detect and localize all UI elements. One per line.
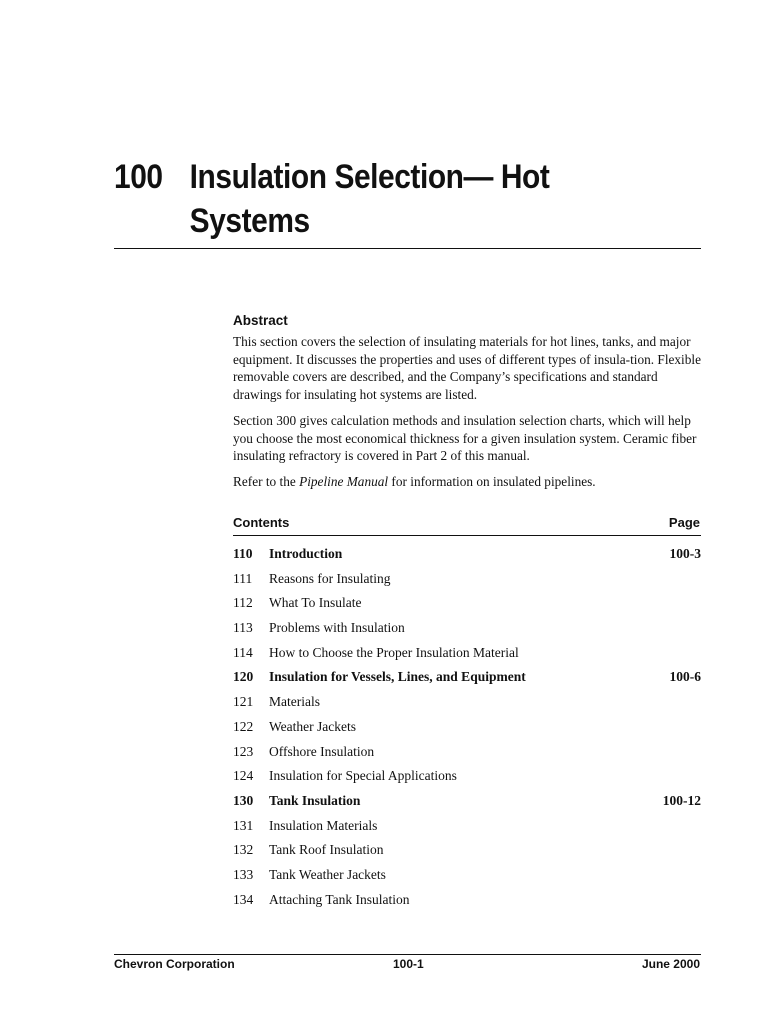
toc-row [233, 569, 701, 594]
page-column-heading: Page [668, 515, 700, 530]
toc-section-title: Offshore Insulation [269, 743, 375, 759]
toc-row [233, 717, 701, 742]
toc-row [233, 593, 701, 618]
toc-section-title: Attaching Tank Insulation [269, 891, 410, 907]
paragraph-3-lead: Refer to the [233, 474, 300, 489]
toc-row [233, 692, 701, 717]
toc-section-title: How to Choose the Proper Insulation Material [269, 644, 519, 660]
footer-rule [114, 954, 701, 955]
section-number: 100 [114, 158, 163, 196]
toc-section-title: Insulation Materials [269, 817, 378, 833]
footer-date: June 2000 [641, 957, 700, 971]
contents-rule [233, 535, 701, 536]
abstract-paragraph-2: Section 300 gives calculation methods and insulation selection charts, which will help you choose the most economical thickness for a given insulation system. Ceramic fiber insulating refractory is covered in Part 2 of this manual. [233, 413, 697, 463]
toc-section-title: Weather Jackets [269, 718, 356, 734]
toc-row [233, 816, 701, 841]
abstract-heading: Abstract [233, 313, 288, 328]
toc-page-number: 100-3 [669, 546, 701, 561]
toc-section-number: 132 [233, 842, 254, 858]
toc-section-title: Reasons for Insulating [269, 570, 391, 586]
toc-page-number: 100-12 [662, 792, 701, 808]
footer-page-number: 100-1 [393, 957, 424, 971]
footer-company: Chevron Corporation [114, 957, 235, 971]
toc-section-title: Tank Roof Insulation [269, 842, 384, 858]
toc-section-title: Tank Weather Jackets [269, 866, 386, 882]
contents-heading: Contents [233, 515, 290, 530]
toc-section-number: 110 [233, 546, 253, 561]
toc-section-number: 134 [233, 891, 254, 907]
toc-section-number: 114 [233, 644, 253, 660]
toc-section-number: 112 [233, 595, 253, 611]
paragraph-3-tail: for information on insulated pipelines. [388, 474, 596, 489]
toc-section-title: Introduction [269, 546, 343, 561]
toc-section-number: 120 [233, 669, 254, 685]
toc-row [233, 742, 701, 767]
toc-section-title: Problems with Insulation [269, 620, 405, 636]
toc-section-number: 123 [233, 743, 254, 759]
abstract-paragraph-3 [233, 473, 703, 491]
toc-page-number: 100-6 [669, 669, 701, 685]
toc-row [233, 840, 701, 865]
toc-row [233, 890, 701, 915]
toc-section-title: Tank Insulation [269, 792, 361, 808]
toc-row [233, 667, 701, 692]
toc-section-number: 122 [233, 718, 254, 734]
toc-section-number: 131 [233, 817, 254, 833]
toc-row [233, 618, 701, 643]
toc-section-title: Insulation for Special Applications [269, 768, 457, 784]
toc-section-number: 130 [233, 792, 254, 808]
toc-row [233, 791, 701, 816]
toc-section-number: 111 [233, 570, 253, 586]
toc-row [233, 544, 701, 569]
toc-section-title: What To Insulate [269, 595, 362, 611]
pipeline-manual-reference: Pipeline Manual [299, 474, 389, 489]
toc-section-number: 133 [233, 866, 254, 882]
toc-section-number: 124 [233, 768, 254, 784]
section-title: Insulation Selection— Hot Systems [189, 158, 550, 240]
abstract-paragraph-1: This section covers the selection of insulating materials for hot lines, tanks, and major equipment. It discusses the properties and uses of different types of insula-tion. Flexible removable covers are described, and the Company’s specifications and standard drawings for insulating hot systems are listed. [233, 334, 702, 402]
table-of-contents [233, 544, 701, 914]
toc-section-title: Insulation for Vessels, Lines, and Equipment [269, 669, 526, 685]
toc-section-number: 121 [233, 694, 254, 710]
toc-section-number: 113 [233, 620, 253, 636]
toc-row [233, 643, 701, 668]
toc-row [233, 766, 701, 791]
toc-section-title: Materials [269, 694, 320, 710]
title-rule [114, 248, 701, 249]
toc-row [233, 865, 701, 890]
